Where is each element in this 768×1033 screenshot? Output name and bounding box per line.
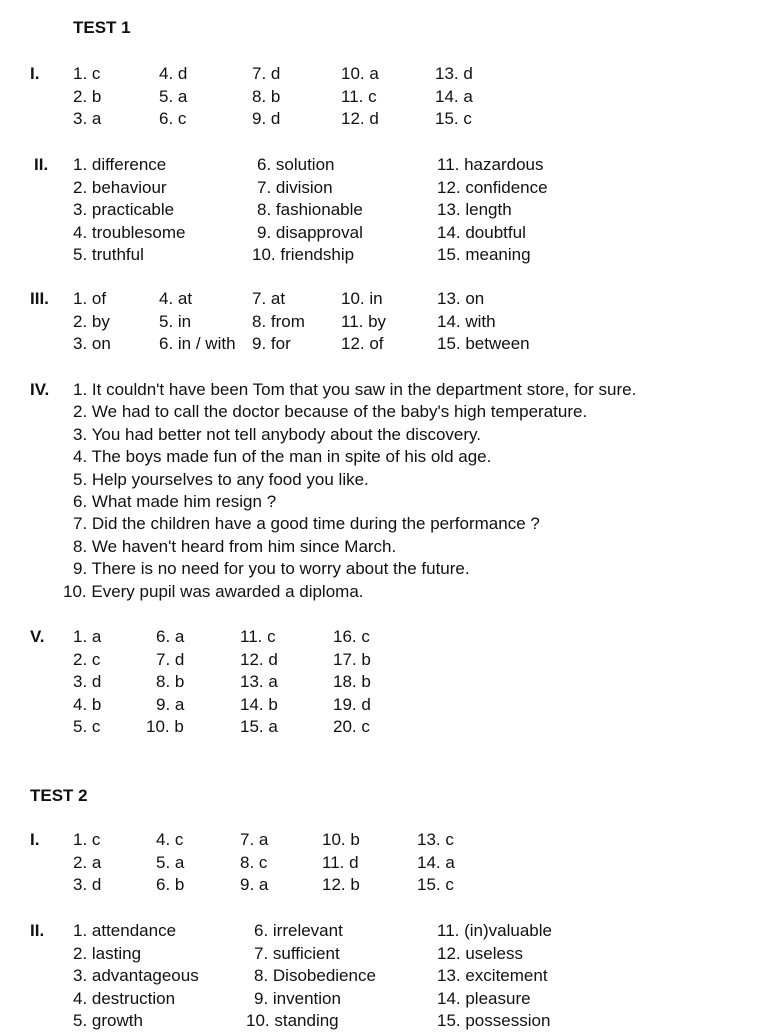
answer-item: 13. excitement bbox=[437, 966, 548, 985]
answer-item: 10. b bbox=[322, 830, 360, 849]
answer-item: 5. truthful bbox=[73, 245, 144, 264]
test2-title: TEST 2 bbox=[30, 786, 88, 805]
t1-III-col-4 bbox=[341, 288, 386, 356]
answer-item: 2. a bbox=[73, 852, 102, 872]
t1-IV-sentences bbox=[63, 379, 637, 603]
t1-I-col-1 bbox=[73, 63, 101, 131]
t1-I-col-4 bbox=[341, 63, 379, 131]
answer-item: 6. a bbox=[156, 627, 185, 646]
answer-item: 11. c bbox=[240, 627, 276, 646]
t1-section-I-label: I. bbox=[30, 64, 40, 83]
answer-item: 13. length bbox=[437, 200, 512, 219]
answer-item: 13. on bbox=[437, 289, 485, 308]
answer-item: 11. hazardous bbox=[437, 155, 544, 174]
answer-item: 15. c bbox=[435, 109, 472, 128]
answer-item: 7. a bbox=[240, 830, 269, 849]
answer-item: 6. in / with bbox=[159, 334, 236, 353]
answer-item: 11. c bbox=[341, 86, 377, 106]
t1-III-col-2 bbox=[159, 288, 236, 356]
t2-II-col-1 bbox=[73, 920, 199, 1033]
sentence-item: 9. There is no need for you to worry about the future. bbox=[73, 559, 470, 579]
answer-item: 14. with bbox=[437, 311, 496, 331]
answer-item: 10. b bbox=[146, 717, 184, 736]
t1-III-col-1 bbox=[73, 288, 111, 356]
answer-item: 14. b bbox=[240, 694, 278, 714]
t1-I-col-5 bbox=[435, 63, 473, 131]
answer-item: 4. destruction bbox=[73, 988, 176, 1008]
answer-item: 20. c bbox=[333, 717, 370, 736]
answer-item: 3. practicable bbox=[73, 200, 175, 219]
answer-item: 17. b bbox=[333, 649, 371, 669]
answer-item: 9. d bbox=[252, 109, 281, 128]
sentence-item: 6. What made him resign ? bbox=[73, 491, 277, 511]
answer-item: 4. at bbox=[159, 289, 193, 308]
t1-II-col-3 bbox=[437, 154, 548, 267]
t1-III-col-5 bbox=[437, 288, 530, 356]
sentence-item: 5. Help yourselves to any food you like. bbox=[73, 469, 369, 489]
t2-section-I-label: I. bbox=[30, 830, 40, 849]
answer-item: 12. useless bbox=[437, 943, 523, 963]
t2-II-col-3 bbox=[437, 920, 552, 1033]
sentence-item: 8. We haven't heard from him since March. bbox=[73, 536, 397, 556]
answer-item: 3. d bbox=[73, 875, 102, 894]
answer-item: 1. c bbox=[73, 64, 101, 83]
t1-I-col-3 bbox=[252, 63, 280, 131]
answer-item: 2. c bbox=[73, 649, 101, 669]
answer-item: 5. in bbox=[159, 311, 192, 331]
t1-section-II-label: II. bbox=[34, 155, 49, 174]
answer-item: 3. on bbox=[73, 334, 111, 353]
answer-item: 15. meaning bbox=[437, 245, 531, 264]
answer-item: 18. b bbox=[333, 672, 371, 691]
answer-item: 4. b bbox=[73, 694, 102, 714]
answer-item: 2. behaviour bbox=[73, 177, 167, 197]
answer-item: 7. sufficient bbox=[254, 943, 340, 963]
answer-item: 15. possession bbox=[437, 1011, 551, 1030]
answer-item: 5. a bbox=[159, 86, 188, 106]
t2-I-col-3 bbox=[240, 829, 268, 897]
answer-item: 10. in bbox=[341, 289, 383, 308]
answer-item: 13. d bbox=[435, 64, 473, 83]
answer-item: 5. c bbox=[73, 717, 101, 736]
answer-item: 11. d bbox=[322, 852, 359, 872]
answer-item: 6. c bbox=[159, 109, 187, 128]
sentence-item: 2. We had to call the doctor because of the baby's high temperature. bbox=[73, 402, 588, 422]
answer-item: 1. c bbox=[73, 830, 101, 849]
answer-item: 13. c bbox=[417, 830, 454, 849]
t2-I-col-1 bbox=[73, 829, 101, 897]
answer-item: 15. c bbox=[417, 875, 454, 894]
answer-item: 12. b bbox=[322, 875, 360, 894]
answer-item: 8. c bbox=[240, 852, 268, 872]
answer-item: 12. of bbox=[341, 334, 384, 353]
t1-V-col-3 bbox=[240, 626, 278, 739]
answer-item: 6. b bbox=[156, 875, 185, 894]
t1-III-col-3 bbox=[252, 288, 305, 356]
t1-section-III-label: III. bbox=[30, 289, 49, 308]
answer-item: 10. a bbox=[341, 64, 379, 83]
answer-item: 14. doubtful bbox=[437, 222, 526, 242]
answer-item: 4. troublesome bbox=[73, 222, 186, 242]
t1-V-col-1 bbox=[73, 626, 101, 739]
answer-item: 13. a bbox=[240, 672, 278, 691]
answer-item: 9. a bbox=[156, 694, 185, 714]
answer-item: 2. lasting bbox=[73, 943, 142, 963]
answer-item: 15. between bbox=[437, 334, 530, 353]
sentence-item: 4. The boys made fun of the man in spite of his old age. bbox=[73, 447, 492, 467]
t2-section-II-label: II. bbox=[30, 921, 45, 940]
answer-item: 12. confidence bbox=[437, 177, 548, 197]
t1-II-col-1 bbox=[73, 154, 185, 267]
sentence-item: 1. It couldn't have been Tom that you saw in the department store, for sure. bbox=[73, 380, 637, 399]
answer-item: 2. b bbox=[73, 86, 102, 106]
answer-item: 14. pleasure bbox=[437, 988, 531, 1008]
t1-I-col-2 bbox=[159, 63, 187, 131]
t1-V-col-4 bbox=[333, 626, 371, 739]
answer-item: 4. d bbox=[159, 64, 188, 83]
answer-item: 3. a bbox=[73, 109, 102, 128]
answer-item: 2. by bbox=[73, 311, 110, 331]
answer-item: 7. d bbox=[156, 649, 185, 669]
answer-item: 6. solution bbox=[257, 155, 335, 174]
answer-item: 12. d bbox=[341, 109, 379, 128]
answer-item: 3. d bbox=[73, 672, 102, 691]
answer-item: 8. fashionable bbox=[257, 200, 363, 219]
answer-item: 10. standing bbox=[246, 1011, 339, 1030]
answer-item: 10. friendship bbox=[252, 245, 355, 264]
answer-item: 9. a bbox=[240, 875, 269, 894]
t2-I-col-4 bbox=[322, 829, 360, 897]
answer-item: 12. d bbox=[240, 649, 278, 669]
t1-V-col-2 bbox=[146, 626, 185, 739]
answer-item: 11. by bbox=[341, 311, 387, 331]
t2-II-col-2 bbox=[246, 920, 376, 1033]
t2-I-col-2 bbox=[156, 829, 184, 897]
answer-item: 9. disapproval bbox=[257, 222, 363, 242]
answer-item: 1. difference bbox=[73, 155, 167, 174]
answer-item: 8. from bbox=[252, 311, 305, 331]
answer-item: 16. c bbox=[333, 627, 370, 646]
answer-item: 5. a bbox=[156, 852, 185, 872]
t1-section-V-label: V. bbox=[30, 627, 45, 646]
sentence-item: 3. You had better not tell anybody about the discovery. bbox=[73, 424, 481, 444]
sentence-item: 7. Did the children have a good time during the performance ? bbox=[73, 514, 540, 534]
answer-item: 3. advantageous bbox=[73, 966, 199, 985]
answer-item: 8. Disobedience bbox=[254, 966, 376, 985]
answer-item: 8. b bbox=[156, 672, 185, 691]
answer-item: 15. a bbox=[240, 717, 278, 736]
answer-item: 1. attendance bbox=[73, 921, 177, 940]
sentence-item: 10. Every pupil was awarded a diploma. bbox=[63, 581, 364, 601]
answer-item: 1. a bbox=[73, 627, 102, 646]
answer-item: 14. a bbox=[435, 86, 473, 106]
answer-item: 9. for bbox=[252, 334, 291, 353]
answer-item: 7. division bbox=[257, 177, 333, 197]
t2-I-col-5 bbox=[417, 829, 455, 897]
answer-item: 11. (in)valuable bbox=[437, 921, 552, 940]
t1-section-IV-label: IV. bbox=[30, 380, 50, 399]
test1-title: TEST 1 bbox=[73, 18, 131, 37]
answer-item: 19. d bbox=[333, 694, 371, 714]
answer-item: 4. c bbox=[156, 830, 184, 849]
answer-item: 7. at bbox=[252, 289, 286, 308]
t1-II-col-2 bbox=[252, 154, 363, 267]
answer-item: 1. of bbox=[73, 289, 107, 308]
answer-item: 5. growth bbox=[73, 1011, 143, 1030]
answer-item: 14. a bbox=[417, 852, 455, 872]
answer-item: 8. b bbox=[252, 86, 281, 106]
answer-item: 7. d bbox=[252, 64, 281, 83]
answer-item: 9. invention bbox=[254, 988, 341, 1008]
answer-item: 6. irrelevant bbox=[254, 921, 343, 940]
